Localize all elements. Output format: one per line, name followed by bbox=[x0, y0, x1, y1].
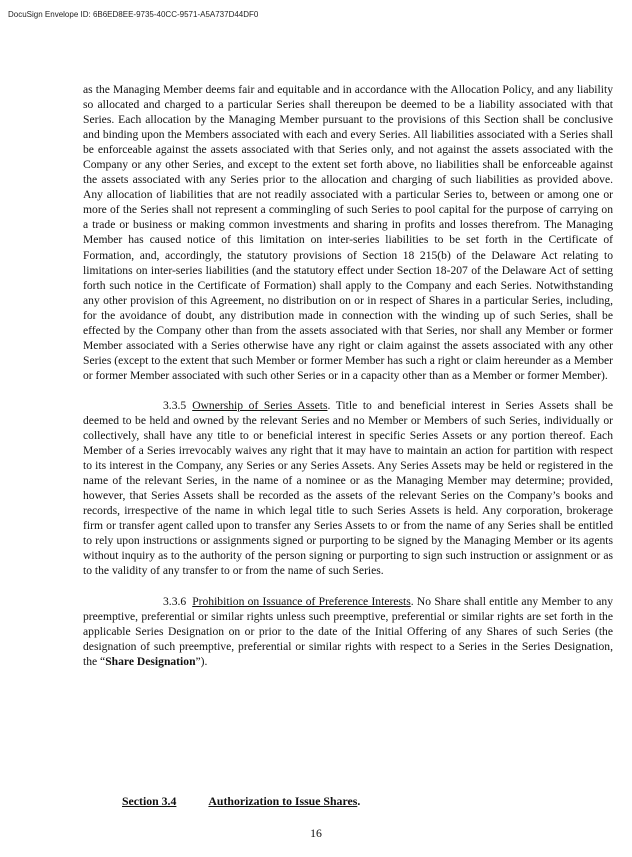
page-number: 16 bbox=[310, 826, 322, 840]
section-3-4-heading bbox=[122, 794, 360, 809]
paragraph-3-3-6 bbox=[83, 594, 613, 669]
docusign-envelope-id: DocuSign Envelope ID: 6B6ED8EE-9735-40CC-9571-A5A737D44DF0 bbox=[8, 10, 259, 19]
defined-term-share-designation: Share Designation bbox=[105, 654, 196, 668]
section-number-3-3-6: 3.3.6 bbox=[163, 594, 187, 608]
document-page bbox=[83, 82, 613, 669]
text-3-3-5: . Title to and beneficial interest in Series Assets shall be deemed to be held and owned by the relevant Series and no Member or Members of such Series, individually or collectively, shall have any title to or beneficial interest in specific Series Assets or any portion thereof. Each Member of a Series irrevocably waives any right that it may have to maintain an action for partition with respect to its interest in the Company, any Series or any Series Assets. Any Series Assets may be held or registered in the name of the relevant Series, in the name of a nominee or as the Managing Member may determine; provided, however, that Series Assets shall be recorded as the assets of the relevant Series on the Company’s books and records, irrespective of the name in which legal title to such Series Assets is held. Any corporation, brokerage firm or transfer agent called upon to transfer any Series Assets to or from the name of any Series shall be entitled to rely upon instructions or assignments signed or purporting to be signed by the Managing Member or its agents without inquiry as to the authority of the person signing or purporting to sign such instruction or assignment or as to the validity of any transfer to or from the name of such Series. bbox=[83, 398, 613, 578]
heading-prohibition-preference-interests: Prohibition on Issuance of Preference Interests bbox=[192, 594, 411, 608]
section-title-period: . bbox=[357, 794, 361, 808]
text-3-3-6-closing: ”). bbox=[195, 654, 208, 668]
paragraph-3-3-5 bbox=[83, 398, 613, 579]
section-label: Section 3.4 bbox=[122, 794, 177, 808]
section-title: Authorization to Issue Shares bbox=[208, 794, 358, 808]
paragraph-liability-allocation: as the Managing Member deems fair and equitable and in accordance with the Allocation Policy, and any liability so allocated and charged to a particular Series shall thereupon be deemed to be a liability associated with that Series. Each allocation by the Managing Member pursuant to the provisions of this Section shall be conclusive and binding upon the Members associated with each and every Series. All liabilities associated with a Series shall be enforceable against the assets associated with that Series only, and not against the assets associated with the Company or any other Series, and except to the extent set forth above, no liabilities shall be enforceable against the assets associated with any Series prior to the allocation and charging of such liabilities as provided above. Any allocation of liabilities that are not readily associated with a particular Series to, between or among one or more of the Series shall not represent a commingling of such Series to pool capital for the purpose of carrying on a trade or business or making common investments and sharing in profits and losses therefrom. The Managing Member has caused notice of this limitation on inter-series liabilities to be set forth in the Certificate of Formation, and, accordingly, the statutory provisions of Section 18 215(b) of the Delaware Act relating to limitations on inter-series liabilities (and the statutory effect under Section 18-207 of the Delaware Act of setting forth such notice in the Certificate of Formation) shall apply to the Company and each Series. Notwithstanding any other provision of this Agreement, no distribution on or in respect of Shares in a particular Series, including, for the avoidance of doubt, any distribution made in connection with the winding up of such Series, shall be effected by the Company other than from the assets associated with that Series, nor shall any Member or former Member associated with a Series otherwise have any right or claim against the assets associated with any other Series (except to the extent that such Member or former Member has such a right or claim hereunder as a Member or former Member associated with such other Series or in a capacity other than as a Member or former Member). bbox=[83, 83, 613, 382]
heading-ownership-of-series-assets: Ownership of Series Assets bbox=[192, 398, 328, 412]
section-number-3-3-5: 3.3.5 bbox=[163, 398, 187, 412]
text-3-3-6: . No Share shall entitle any Member to any preemptive, preferential or similar rights unless such preemptive, preferential or similar rights are set forth in the applicable Series Designation on or prior to the date of the Initial Offering of any Shares of such Series (the designation of such preemptive, preferential or similar rights with respect to a Series in the Series Designation, the “ bbox=[83, 594, 614, 668]
